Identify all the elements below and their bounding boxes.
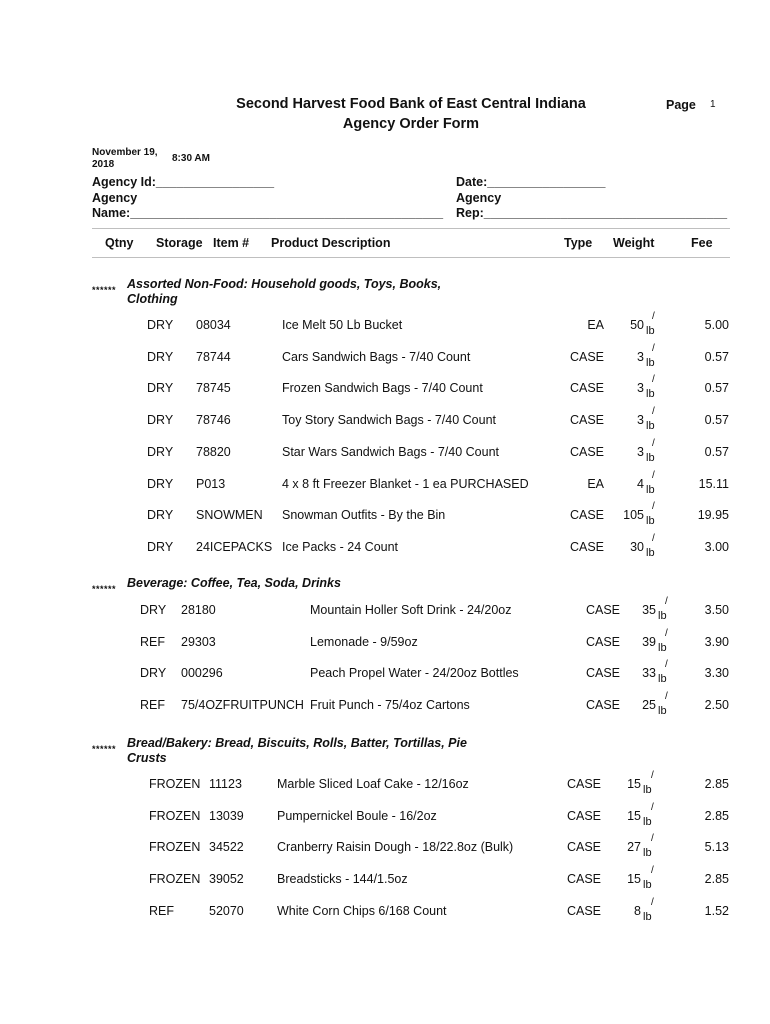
item-fee: 2.50 <box>704 698 729 713</box>
weight-unit-lb: lb <box>643 879 652 892</box>
agency-name-label-line1: Agency <box>92 191 138 205</box>
item-number: 24ICEPACKS <box>196 539 273 554</box>
item-storage: DRY <box>147 318 174 332</box>
item-fee: 19.95 <box>697 508 729 523</box>
item-weight: 30 <box>630 539 644 554</box>
item-fee: 0.57 <box>704 413 729 428</box>
col-qtny: Qtny <box>105 236 134 250</box>
item-number: 75/4OZFRUITPUNCH <box>181 698 304 713</box>
weight-unit-lb: lb <box>646 546 655 559</box>
item-storage: DRY <box>147 444 174 459</box>
item-description: Ice Melt 50 Lb Bucket <box>282 318 403 332</box>
weight-unit-slash: / <box>651 770 654 781</box>
section-title: Bread/Bakery: Bread, Biscuits, Rolls, Batter, Tortillas, Pie Crusts <box>127 736 467 765</box>
weight-unit-lb: lb <box>658 673 667 686</box>
item-weight: 35 <box>642 603 656 617</box>
item-number: 78820 <box>196 444 231 459</box>
item-weight: 4 <box>637 476 644 491</box>
item-type: CASE <box>566 808 601 823</box>
item-type: CASE <box>569 381 604 396</box>
section-title: Beverage: Coffee, Tea, Soda, Drinks <box>127 576 341 590</box>
item-type: CASE <box>569 508 604 523</box>
col-storage: Storage <box>156 236 203 250</box>
weight-unit-lb: lb <box>646 388 655 401</box>
col-type: Type <box>564 236 593 250</box>
item-description: Pumpernickel Boule - 16/2oz <box>277 808 437 823</box>
col-fee: Fee <box>691 236 713 250</box>
item-description: Breadsticks - 144/1.5oz <box>277 872 408 887</box>
item-description: 4 x 8 ft Freezer Blanket - 1 ea PURCHASED <box>282 476 529 491</box>
weight-unit-slash: / <box>652 501 655 513</box>
item-number: 52070 <box>209 903 244 918</box>
item-storage: FROZEN <box>149 777 201 791</box>
item-number: P013 <box>196 476 226 491</box>
weight-unit-lb: lb <box>643 815 652 828</box>
item-weight: 33 <box>642 666 656 681</box>
item-storage: DRY <box>140 603 167 617</box>
item-number: SNOWMEN <box>196 508 263 523</box>
item-fee: 3.00 <box>704 539 729 554</box>
weight-unit-slash: / <box>652 374 655 386</box>
item-description: Peach Propel Water - 24/20oz Bottles <box>310 666 519 681</box>
item-fee: 2.85 <box>704 872 729 887</box>
item-type: CASE <box>569 349 604 364</box>
item-number: 11123 <box>209 777 242 791</box>
agency-rep-label-line1: Agency <box>456 191 502 205</box>
item-fee: 3.50 <box>704 603 729 617</box>
weight-unit-slash: / <box>652 311 655 322</box>
weight-unit-slash: / <box>665 627 668 639</box>
weight-unit-lb: lb <box>646 451 655 464</box>
weight-unit-slash: / <box>651 801 654 813</box>
item-number: 78745 <box>196 381 231 396</box>
item-type: CASE <box>585 698 620 713</box>
item-storage: DRY <box>147 539 174 554</box>
header-bottom-rule <box>92 257 730 258</box>
item-weight: 27 <box>627 840 641 855</box>
form-title-line1: Second Harvest Food Bank of East Central Indiana <box>236 96 586 112</box>
weight-unit-lb: lb <box>658 641 667 654</box>
section-stars: ****** <box>92 584 117 594</box>
item-storage: DRY <box>147 349 174 364</box>
section-stars: ****** <box>92 285 117 295</box>
weight-unit-slash: / <box>651 896 654 908</box>
item-weight: 3 <box>637 413 644 428</box>
weight-unit-lb: lb <box>643 847 652 860</box>
agency-rep-field[interactable] <box>456 191 727 221</box>
item-storage: FROZEN <box>149 808 201 823</box>
weight-unit-lb: lb <box>646 515 655 528</box>
item-fee: 0.57 <box>704 381 729 396</box>
print-time: 8:30 AM <box>172 153 210 164</box>
item-storage: REF <box>140 698 165 713</box>
agency-name-label-line2: Name:_____________________________________________ <box>92 206 444 220</box>
item-storage: DRY <box>147 381 174 396</box>
item-storage: REF <box>140 634 165 649</box>
item-fee: 1.52 <box>704 903 729 918</box>
item-number: 78746 <box>196 413 231 428</box>
item-storage: DRY <box>147 508 174 523</box>
item-fee: 0.57 <box>704 349 729 364</box>
weight-unit-slash: / <box>652 469 655 481</box>
item-storage: DRY <box>147 413 174 428</box>
item-type: EA <box>587 476 604 491</box>
weight-unit-slash: / <box>665 691 668 703</box>
item-type: CASE <box>566 903 601 918</box>
item-weight: 39 <box>642 634 656 649</box>
item-type: CASE <box>566 777 601 791</box>
item-storage: FROZEN <box>149 840 201 855</box>
item-fee: 2.85 <box>704 777 729 791</box>
item-storage: DRY <box>147 476 174 491</box>
weight-unit-slash: / <box>652 342 655 354</box>
item-type: CASE <box>585 666 620 681</box>
item-description: Frozen Sandwich Bags - 7/40 Count <box>282 381 483 396</box>
item-description: Fruit Punch - 75/4oz Cartons <box>310 698 470 713</box>
page-label: Page <box>666 98 696 112</box>
item-weight: 15 <box>627 777 641 791</box>
item-number: 29303 <box>181 634 216 649</box>
weight-unit-slash: / <box>651 833 654 845</box>
item-fee: 2.85 <box>704 808 729 823</box>
weight-unit-slash: / <box>652 406 655 418</box>
item-number: 13039 <box>209 808 244 823</box>
item-description: Ice Packs - 24 Count <box>282 539 399 554</box>
weight-unit-slash: / <box>651 865 654 877</box>
item-type: CASE <box>569 539 604 554</box>
print-date <box>92 147 158 171</box>
item-storage: REF <box>149 903 174 918</box>
item-weight: 8 <box>634 903 641 918</box>
item-description: Star Wars Sandwich Bags - 7/40 Count <box>282 444 499 459</box>
item-type: CASE <box>585 603 620 617</box>
date-field[interactable]: Date:_________________ <box>456 175 606 189</box>
col-item: Item # <box>213 236 250 250</box>
item-storage: DRY <box>140 666 167 681</box>
item-type: CASE <box>566 872 601 887</box>
item-description: Toy Story Sandwich Bags - 7/40 Count <box>282 413 497 428</box>
item-fee: 3.90 <box>704 634 729 649</box>
weight-unit-lb: lb <box>646 356 655 369</box>
page-number: 1 <box>710 99 716 110</box>
weight-unit-slash: / <box>665 596 668 607</box>
weight-unit-lb: lb <box>658 705 667 718</box>
item-fee: 3.30 <box>704 666 729 681</box>
item-number: 78744 <box>196 349 231 364</box>
item-weight: 15 <box>627 808 641 823</box>
item-weight: 3 <box>637 444 644 459</box>
item-weight: 3 <box>637 349 644 364</box>
item-number: 28180 <box>181 603 216 617</box>
item-type: CASE <box>569 413 604 428</box>
weight-unit-slash: / <box>652 437 655 449</box>
weight-unit-lb: lb <box>646 483 655 496</box>
item-fee: 5.00 <box>704 318 729 332</box>
item-fee: 0.57 <box>704 444 729 459</box>
item-number: 39052 <box>209 872 244 887</box>
weight-unit-lb: lb <box>643 784 652 796</box>
item-description: Mountain Holler Soft Drink - 24/20oz <box>310 603 512 617</box>
header-top-rule <box>92 228 730 229</box>
section-stars: ****** <box>92 744 117 754</box>
item-fee: 15.11 <box>698 476 729 491</box>
form-title-line2: Agency Order Form <box>342 116 480 132</box>
col-weight: Weight <box>613 236 655 250</box>
weight-unit-slash: / <box>652 532 655 544</box>
item-number: 08034 <box>196 318 231 332</box>
weight-unit-lb: lb <box>646 420 655 433</box>
weight-unit-slash: / <box>665 659 668 671</box>
item-type: CASE <box>566 840 601 855</box>
item-description: Lemonade - 9/59oz <box>310 634 418 649</box>
item-description: Snowman Outfits - By the Bin <box>282 508 446 523</box>
agency-id-field[interactable]: Agency Id:_________________ <box>92 175 275 189</box>
item-description: Marble Sliced Loaf Cake - 12/16oz <box>277 777 469 791</box>
item-weight: 50 <box>630 318 644 332</box>
item-weight: 105 <box>623 508 644 523</box>
agency-name-field[interactable] <box>92 191 443 221</box>
item-number: 34522 <box>209 840 244 855</box>
print-date-line2: 2018 <box>92 159 115 170</box>
item-type: CASE <box>585 634 620 649</box>
item-description: White Corn Chips 6/168 Count <box>277 903 447 918</box>
item-weight: 25 <box>642 698 656 713</box>
section-title: Assorted Non-Food: Household goods, Toys, Books, Clothing <box>127 277 442 306</box>
weight-unit-lb: lb <box>646 325 655 337</box>
print-date-line1: November 19, <box>92 147 158 158</box>
item-weight: 3 <box>637 381 644 396</box>
item-type: EA <box>587 318 604 332</box>
item-description: Cranberry Raisin Dough - 18/22.8oz (Bulk) <box>277 840 514 855</box>
weight-unit-lb: lb <box>643 910 652 923</box>
item-weight: 15 <box>627 872 641 887</box>
item-description: Cars Sandwich Bags - 7/40 Count <box>282 349 471 364</box>
item-storage: FROZEN <box>149 872 201 887</box>
agency-rep-label-line2: Rep:___________________________________ <box>456 206 728 220</box>
item-number: 000296 <box>181 666 223 681</box>
weight-unit-lb: lb <box>658 610 667 622</box>
col-description: Product Description <box>271 236 391 250</box>
item-fee: 5.13 <box>704 840 729 855</box>
item-type: CASE <box>569 444 604 459</box>
